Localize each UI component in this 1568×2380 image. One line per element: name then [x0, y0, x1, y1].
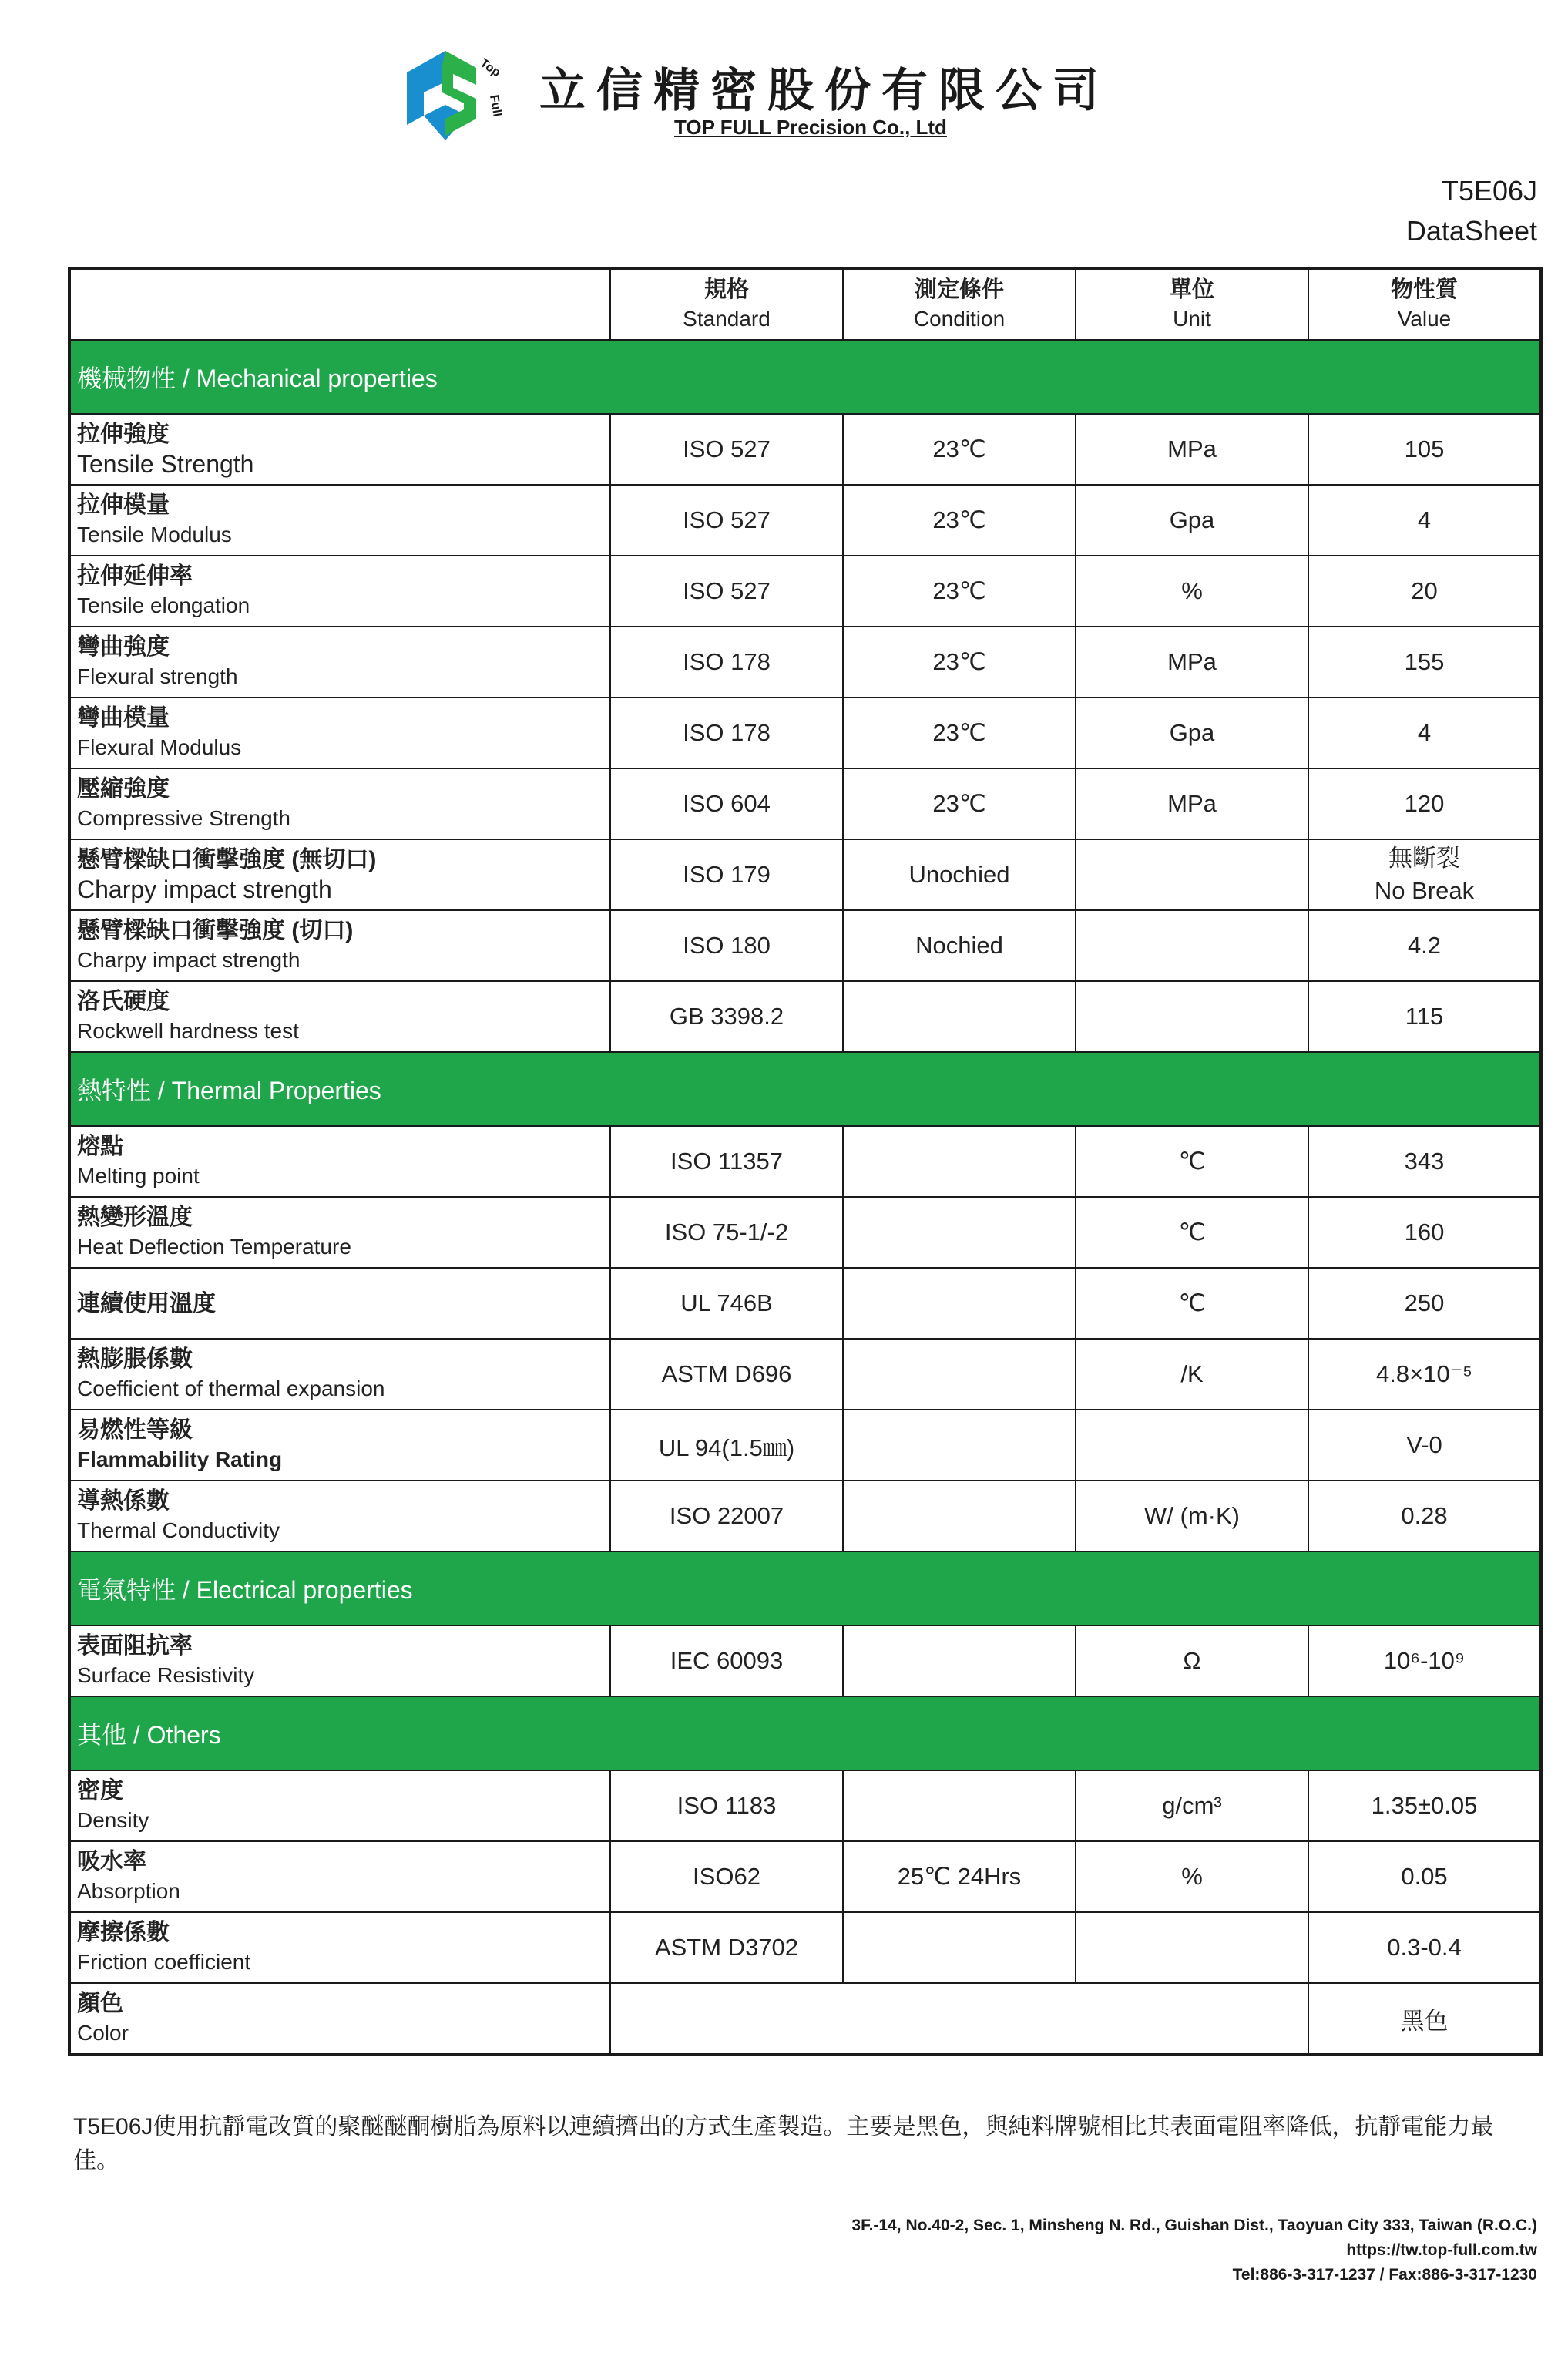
value-cell: 0.05: [1308, 1841, 1541, 1912]
property-name-cell: [69, 910, 610, 981]
property-name-en: Flexural strength: [77, 664, 238, 688]
svg-text:Full: Full: [487, 93, 504, 118]
table-row: [69, 1197, 1541, 1268]
property-name-cell: [69, 839, 610, 910]
value-cell: 343: [1308, 1126, 1541, 1197]
unit-cell: %: [1076, 556, 1308, 627]
property-name-cell: [69, 1770, 610, 1841]
table-row: [69, 1912, 1541, 1983]
address-line: 3F.-14, No.40-2, Sec. 1, Minsheng N. Rd., Guishan Dist., Taoyuan City 333, Taiwan (R.O.C.): [851, 2217, 1537, 2234]
property-name-cell: [69, 1841, 610, 1912]
value-cell: 160: [1308, 1197, 1541, 1268]
condition-cell: 23℃: [843, 414, 1076, 485]
condition-cell: Nochied: [843, 910, 1076, 981]
condition-cell: [843, 1625, 1076, 1696]
property-name-en: Rockwell hardness test: [77, 1019, 299, 1043]
property-name-cell: [69, 1339, 610, 1410]
property-name-cn: 拉伸模量: [77, 492, 170, 518]
table-row: [69, 1770, 1541, 1841]
unit-cell: [1076, 839, 1308, 910]
value-cell: 105: [1308, 414, 1541, 485]
property-name-en: Flexural Modulus: [77, 735, 242, 759]
value-cell: 4.2: [1308, 910, 1541, 981]
table-row: [69, 485, 1541, 556]
condition-cell: [843, 1481, 1076, 1551]
company-name-chinese: 立信精密股份有限公司: [539, 65, 1110, 116]
unit-cell: g/cm³: [1076, 1770, 1308, 1841]
standard-cell: IEC 60093: [610, 1625, 843, 1696]
value-cell: 黑色: [1308, 1983, 1541, 2055]
standard-cell: UL 746B: [610, 1268, 843, 1339]
section-title: 熱特性 / Thermal Properties: [69, 1052, 1541, 1126]
property-name-en: Tensile Strength: [77, 450, 254, 478]
property-name-cn: 彎曲模量: [77, 705, 170, 731]
section-title: 其他 / Others: [69, 1696, 1541, 1770]
condition-cell: [843, 1197, 1076, 1268]
unit-cell: Ω: [1076, 1625, 1308, 1696]
property-name-cell: [69, 1410, 610, 1481]
value-cell: 10⁶-10⁹: [1308, 1625, 1541, 1696]
condition-cell: [843, 1770, 1076, 1841]
value-cell: 4: [1308, 485, 1541, 556]
property-name-en: Coefficient of thermal expansion: [77, 1377, 385, 1400]
properties-table: [68, 267, 1543, 2056]
header-cell-unit: [1076, 268, 1308, 340]
property-name-cell: [69, 1912, 610, 1983]
condition-cell: [843, 1126, 1076, 1197]
property-name-cn: 熱變形溫度: [77, 1205, 193, 1230]
standard-cell: ISO 178: [610, 627, 843, 698]
property-name-cn: 熔點: [77, 1134, 123, 1159]
header-unit-en: Unit: [1173, 307, 1211, 331]
product-code: T5E06J: [1441, 175, 1537, 207]
property-name-cell: [69, 981, 610, 1052]
property-name-en: Heat Deflection Temperature: [77, 1235, 351, 1259]
table-row: [69, 414, 1541, 485]
unit-cell: %: [1076, 1841, 1308, 1912]
company-address: [851, 2214, 1537, 2288]
condition-cell: 23℃: [843, 627, 1076, 698]
property-name-cell: [69, 1625, 610, 1696]
company-logo: [399, 42, 509, 150]
property-name-cell: [69, 1268, 610, 1339]
header-cell-name: [69, 268, 610, 340]
unit-cell: MPa: [1076, 627, 1308, 698]
standard-cell: ISO 1183: [610, 1770, 843, 1841]
property-name-cell: [69, 1197, 610, 1268]
unit-cell: Gpa: [1076, 698, 1308, 768]
property-name-cn: 密度: [77, 1778, 123, 1803]
property-name-en: Tensile Modulus: [77, 523, 232, 546]
property-name-cn: 拉伸延伸率: [77, 563, 193, 589]
table-row: [69, 910, 1541, 981]
table-row: [69, 1410, 1541, 1481]
section-title: 電氣特性 / Electrical properties: [69, 1551, 1541, 1625]
unit-cell: Gpa: [1076, 485, 1308, 556]
property-name-en: Flammability Rating: [77, 1447, 283, 1471]
table-row: [69, 1481, 1541, 1551]
property-name-en: Melting point: [77, 1164, 200, 1188]
property-name-cell: [69, 1126, 610, 1197]
contact-line: Tel:886-3-317-1237 / Fax:886-3-317-1230: [1232, 2266, 1537, 2284]
unit-cell: [1076, 910, 1308, 981]
section-title: 機械物性 / Mechanical properties: [69, 340, 1541, 414]
standard-cell: GB 3398.2: [610, 981, 843, 1052]
header-condition-cn: 測定條件: [914, 277, 1004, 302]
header-unit-cn: 單位: [1169, 277, 1214, 302]
unit-cell: ℃: [1076, 1268, 1308, 1339]
property-name-en: Friction coefficient: [77, 1950, 251, 1974]
property-name-cn: 顏色: [77, 1991, 123, 2016]
unit-cell: [1076, 1410, 1308, 1481]
unit-cell: ℃: [1076, 1197, 1308, 1268]
svg-text:Top: Top: [477, 56, 503, 80]
header-cell-value: [1308, 268, 1541, 340]
condition-cell: 23℃: [843, 768, 1076, 839]
property-name-cell: [69, 485, 610, 556]
table-row: [69, 1268, 1541, 1339]
standard-cell: ISO 22007: [610, 1481, 843, 1551]
value-cell: [1308, 839, 1541, 910]
property-name-cell: [69, 1983, 610, 2055]
company-name-english: TOP FULL Precision Co., Ltd: [674, 116, 947, 139]
value-cell: 1.35±0.05: [1308, 1770, 1541, 1841]
standard-cell: ASTM D3702: [610, 1912, 843, 1983]
condition-cell: [843, 1339, 1076, 1410]
properties-table-body: [69, 268, 1541, 2055]
property-name-cn: 彎曲強度: [77, 634, 170, 660]
unit-cell: [1076, 1912, 1308, 1983]
section-header-row: [69, 340, 1541, 414]
standard-cell: ISO 179: [610, 839, 843, 910]
table-row: [69, 981, 1541, 1052]
condition-cell: [843, 1268, 1076, 1339]
standard-cell: ISO 11357: [610, 1126, 843, 1197]
standard-cell: ISO 527: [610, 556, 843, 627]
standard-cell: ISO 604: [610, 768, 843, 839]
unit-cell: ℃: [1076, 1126, 1308, 1197]
property-name-en: Charpy impact strength: [77, 948, 301, 972]
value-line-en: No Break: [1374, 877, 1475, 904]
section-header-row: [69, 1052, 1541, 1126]
property-name-cn: 摩擦係數: [77, 1920, 170, 1945]
property-name-en: Thermal Conductivity: [77, 1518, 280, 1542]
property-name-en: Charpy impact strength: [77, 876, 332, 903]
section-header-row: [69, 1551, 1541, 1625]
document-code: [1406, 171, 1537, 251]
value-cell: 20: [1308, 556, 1541, 627]
table-row: [69, 698, 1541, 768]
value-cell: 250: [1308, 1268, 1541, 1339]
condition-cell: [843, 981, 1076, 1052]
website-link[interactable]: https://tw.top-full.com.tw: [1346, 2241, 1537, 2259]
merged-empty-cell: [610, 1983, 1308, 2055]
section-header-row: [69, 1696, 1541, 1770]
property-name-cn: 熱膨脹係數: [77, 1346, 193, 1372]
unit-cell: MPa: [1076, 768, 1308, 839]
standard-cell: ISO 527: [610, 485, 843, 556]
property-name-cn: 壓縮強度: [77, 776, 170, 802]
value-cell: 4.8×10⁻⁵: [1308, 1339, 1541, 1410]
unit-cell: W/ (m·K): [1076, 1481, 1308, 1551]
condition-cell: Unochied: [843, 839, 1076, 910]
condition-cell: 23℃: [843, 698, 1076, 768]
standard-cell: UL 94(1.5㎜): [610, 1410, 843, 1481]
table-row: [69, 627, 1541, 698]
header-cell-condition: [843, 268, 1076, 340]
table-row: [69, 1625, 1541, 1696]
property-name-en: Density: [77, 1808, 149, 1832]
value-line-cn: 無斷裂: [1388, 845, 1460, 872]
standard-cell: ISO62: [610, 1841, 843, 1912]
value-cell: 4: [1308, 698, 1541, 768]
property-name-cn: 導熱係數: [77, 1488, 170, 1514]
header-standard-cn: 規格: [703, 277, 749, 302]
condition-cell: [843, 1912, 1076, 1983]
value-cell: 0.28: [1308, 1481, 1541, 1551]
property-name-cell: [69, 556, 610, 627]
property-name-cn: 洛氏硬度: [77, 989, 170, 1014]
property-name-en: Surface Resistivity: [77, 1663, 255, 1687]
table-header-row: [69, 268, 1541, 340]
condition-cell: 23℃: [843, 485, 1076, 556]
value-cell: 155: [1308, 627, 1541, 698]
standard-cell: ISO 527: [610, 414, 843, 485]
value-cell: V-0: [1308, 1410, 1541, 1481]
value-cell: 120: [1308, 768, 1541, 839]
table-row: [69, 1339, 1541, 1410]
condition-cell: 25℃ 24Hrs: [843, 1841, 1076, 1912]
header-value-cn: 物性質: [1390, 277, 1458, 302]
standard-cell: ISO 178: [610, 698, 843, 768]
value-cell: 115: [1308, 981, 1541, 1052]
property-name-cell: [69, 414, 610, 485]
property-name-cn: 懸臂樑缺口衝擊強度 (切口): [77, 918, 354, 943]
table-row: [69, 1841, 1541, 1912]
property-name-cn: 連續使用溫度: [77, 1290, 216, 1316]
standard-cell: ASTM D696: [610, 1339, 843, 1410]
header-cell-standard: [610, 268, 843, 340]
header-value-en: Value: [1397, 307, 1452, 331]
table-row: [69, 839, 1541, 910]
property-name-cn: 表面阻抗率: [77, 1633, 193, 1659]
property-name-cn: 拉伸強度: [77, 422, 170, 447]
property-name-en: Color: [77, 2021, 129, 2045]
property-name-en: Absorption: [77, 1879, 180, 1903]
property-name-cn: 吸水率: [77, 1849, 146, 1874]
property-name-en: Compressive Strength: [77, 806, 291, 830]
condition-cell: [843, 1410, 1076, 1481]
table-row: [69, 1983, 1541, 2055]
header-standard-en: Standard: [683, 307, 771, 331]
property-name-cell: [69, 768, 610, 839]
unit-cell: MPa: [1076, 414, 1308, 485]
table-row: [69, 1126, 1541, 1197]
header-condition-en: Condition: [913, 307, 1006, 331]
property-name-en: Tensile elongation: [77, 593, 250, 617]
document-type: DataSheet: [1405, 215, 1537, 247]
value-cell: 0.3-0.4: [1308, 1912, 1541, 1983]
unit-cell: [1076, 981, 1308, 1052]
property-name-cell: [69, 627, 610, 698]
table-row: [69, 768, 1541, 839]
property-name-cell: [69, 1481, 610, 1551]
standard-cell: ISO 180: [610, 910, 843, 981]
property-name-cn: 懸臂樑缺口衝擊強度 (無切口): [77, 847, 377, 872]
standard-cell: ISO 75-1/-2: [610, 1197, 843, 1268]
condition-cell: 23℃: [843, 556, 1076, 627]
property-name-cell: [69, 698, 610, 768]
unit-cell: /K: [1076, 1339, 1308, 1410]
property-name-cn: 易燃性等級: [77, 1417, 193, 1443]
table-row: [69, 556, 1541, 627]
top-full-logo-icon: [399, 42, 509, 150]
product-description: T5E06J使用抗靜電改質的聚醚醚酮樹脂為原料以連續擠出的方式生產製造。主要是黑色，與純料牌號相比其表面電阻率降低，抗靜電能力最佳。: [73, 2114, 1494, 2173]
